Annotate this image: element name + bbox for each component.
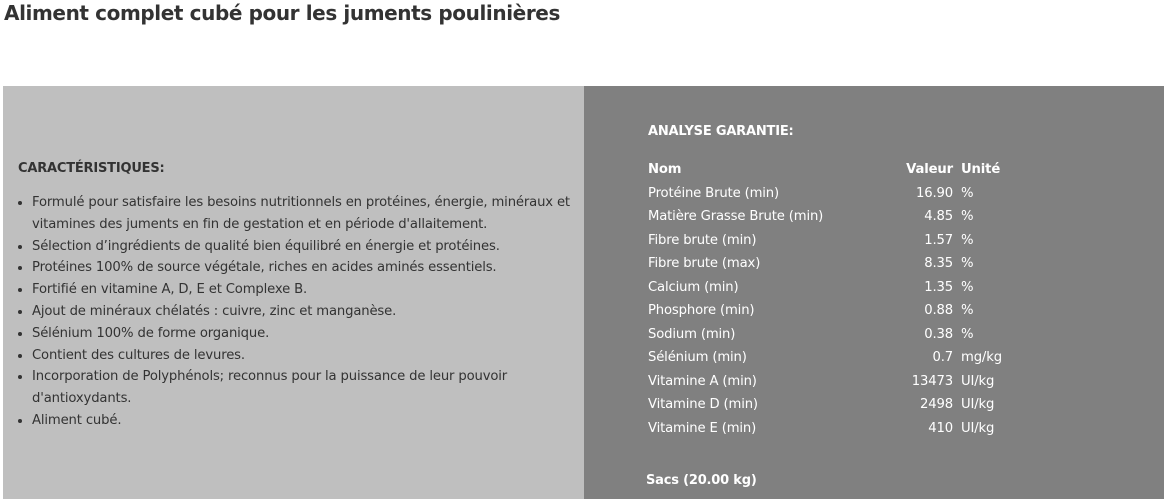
characteristic-item: • Formulé pour satisfaire les besoins nutritionnels en protéines, énergie, minéraux et vitamines des juments en fin de gestation et en période d'allaitement. [32,192,572,236]
table-row [644,205,1025,229]
nutrient-value: 1.57 [924,232,953,248]
nutrient-value: 410 [928,420,953,436]
table-row [644,346,1025,370]
nutrient-value: 0.88 [924,303,953,318]
characteristic-item: • Protéines 100% de source végétale, riches en acides aminés essentiels. [32,257,572,279]
nutrient-name: Calcium (min) [648,279,739,295]
nutrient-name: Phosphore (min) [648,303,755,318]
table-row [644,252,1025,276]
nutrient-name: Fibre brute (max) [648,256,761,271]
nutrient-name: Vitamine E (min) [648,420,757,436]
characteristic-item: • Ajout de minéraux chélatés : cuivre, zinc et manganèse. [32,301,572,323]
nutrient-value: 0.38 [924,326,953,342]
analysis-heading: ANALYSE GARANTIE: [648,124,794,139]
nutrient-unit: % [961,256,974,271]
nutrient-value: 0.7 [932,350,953,365]
characteristic-item: • Contient des cultures de levures. [32,345,572,367]
nutrient-name: Matière Grasse Brute (min) [648,209,824,224]
nutrient-unit: UI/kg [961,397,995,412]
characteristics-panel [3,86,584,499]
analysis-table [644,158,1025,440]
nutrient-value: 2498 [920,397,953,412]
nutrient-unit: % [961,232,974,248]
analysis-header-row [644,158,1025,182]
characteristic-item: • Sélénium 100% de forme organique. [32,323,572,345]
table-row [644,417,1025,441]
table-row [644,229,1025,253]
nutrient-value: 16.90 [915,185,953,201]
characteristics-list [16,192,572,432]
table-row [644,276,1025,300]
package-size: Sacs (20.00 kg) [646,473,757,488]
nutrient-name: Vitamine D (min) [648,397,758,412]
nutrient-name: Sélénium (min) [648,350,747,365]
column-header-valeur: Valeur [906,162,953,177]
characteristics-heading: CARACTÉRISTIQUES: [18,161,165,176]
analysis-panel [584,86,1164,499]
nutrient-name: Protéine Brute (min) [648,185,779,201]
table-row [644,323,1025,347]
characteristic-item: • Fortifié en vitamine A, D, E et Complexe B. [32,279,572,301]
nutrient-name: Vitamine A (min) [648,373,757,389]
characteristic-item: • Aliment cubé. [32,410,572,432]
table-row [644,370,1025,394]
nutrient-unit: % [961,209,974,224]
column-header-nom: Nom [648,162,682,177]
nutrient-unit: % [961,303,974,318]
nutrient-value: 8.35 [924,256,953,271]
nutrient-value: 1.35 [924,279,953,295]
nutrient-unit: UI/kg [961,420,995,436]
nutrient-value: 4.85 [924,209,953,224]
nutrient-name: Fibre brute (min) [648,232,757,248]
characteristic-item: • Sélection d’ingrédients de qualité bien équilibré en énergie et protéines. [32,236,572,258]
nutrient-unit: % [961,279,974,295]
nutrient-value: 13473 [911,373,953,389]
characteristic-item: • Incorporation de Polyphénols; reconnus pour la puissance de leur pouvoir d'antioxydants. [32,366,572,410]
nutrient-name: Sodium (min) [648,326,736,342]
table-row [644,393,1025,417]
nutrient-unit: % [961,185,974,201]
column-header-unite: Unité [961,162,1001,177]
table-row [644,182,1025,206]
nutrient-unit: % [961,326,974,342]
nutrient-unit: mg/kg [961,350,1002,365]
nutrient-unit: UI/kg [961,373,995,389]
page-title: Aliment complet cubé pour les juments poulinières [4,1,560,25]
table-row [644,299,1025,323]
